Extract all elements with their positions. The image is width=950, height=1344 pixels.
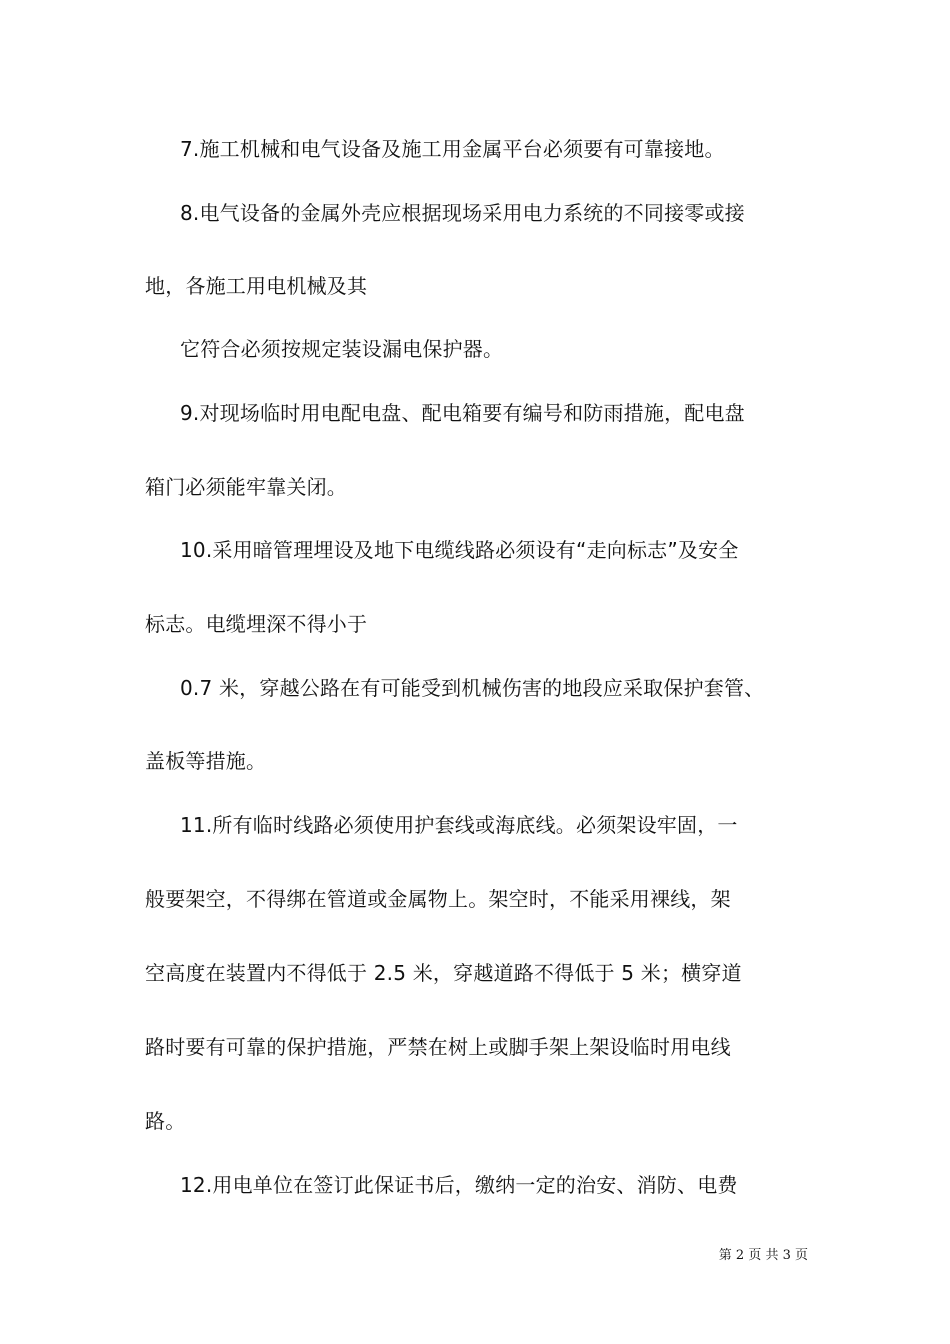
paragraph-line: 地，各施工用电机械及其 (145, 274, 368, 298)
paragraph-line: 8.电气设备的金属外壳应根据现场采用电力系统的不同接零或接 (180, 201, 745, 225)
paragraph-line: 0.7 米，穿越公路在有可能受到机械伤害的地段应采取保护套管、 (180, 676, 765, 700)
paragraph-line: 路时要有可靠的保护措施，严禁在树上或脚手架上架设临时用电线 (145, 1035, 731, 1059)
paragraph-line: 11.所有临时线路必须使用护套线或海底线。必须架设牢固，一 (180, 813, 738, 837)
paragraph-line: 标志。电缆埋深不得小于 (145, 612, 368, 636)
paragraph-line: 路。 (145, 1109, 186, 1133)
paragraph-line: 箱门必须能牢靠关闭。 (145, 475, 347, 499)
paragraph-line: 般要架空，不得绑在管道或金属物上。架空时，不能采用裸线，架 (145, 887, 731, 911)
paragraph-line: 9.对现场临时用电配电盘、配电箱要有编号和防雨措施，配电盘 (180, 401, 745, 425)
paragraph-line: 7.施工机械和电气设备及施工用金属平台必须要有可靠接地。 (180, 137, 725, 161)
paragraph-line: 空高度在装置内不得低于 2.5 米，穿越道路不得低于 5 米；横穿道 (145, 961, 742, 985)
page-number-footer: 第 2 页 共 3 页 (718, 1248, 808, 1263)
paragraph-line: 12.用电单位在签订此保证书后，缴纳一定的治安、消防、电费 (180, 1173, 738, 1197)
paragraph-line: 10.采用暗管理埋设及地下电缆线路必须设有“走向标志”及安全 (180, 538, 739, 562)
paragraph-line: 它符合必须按规定装设漏电保护器。 (180, 337, 504, 361)
paragraph-line: 盖板等措施。 (145, 749, 267, 773)
